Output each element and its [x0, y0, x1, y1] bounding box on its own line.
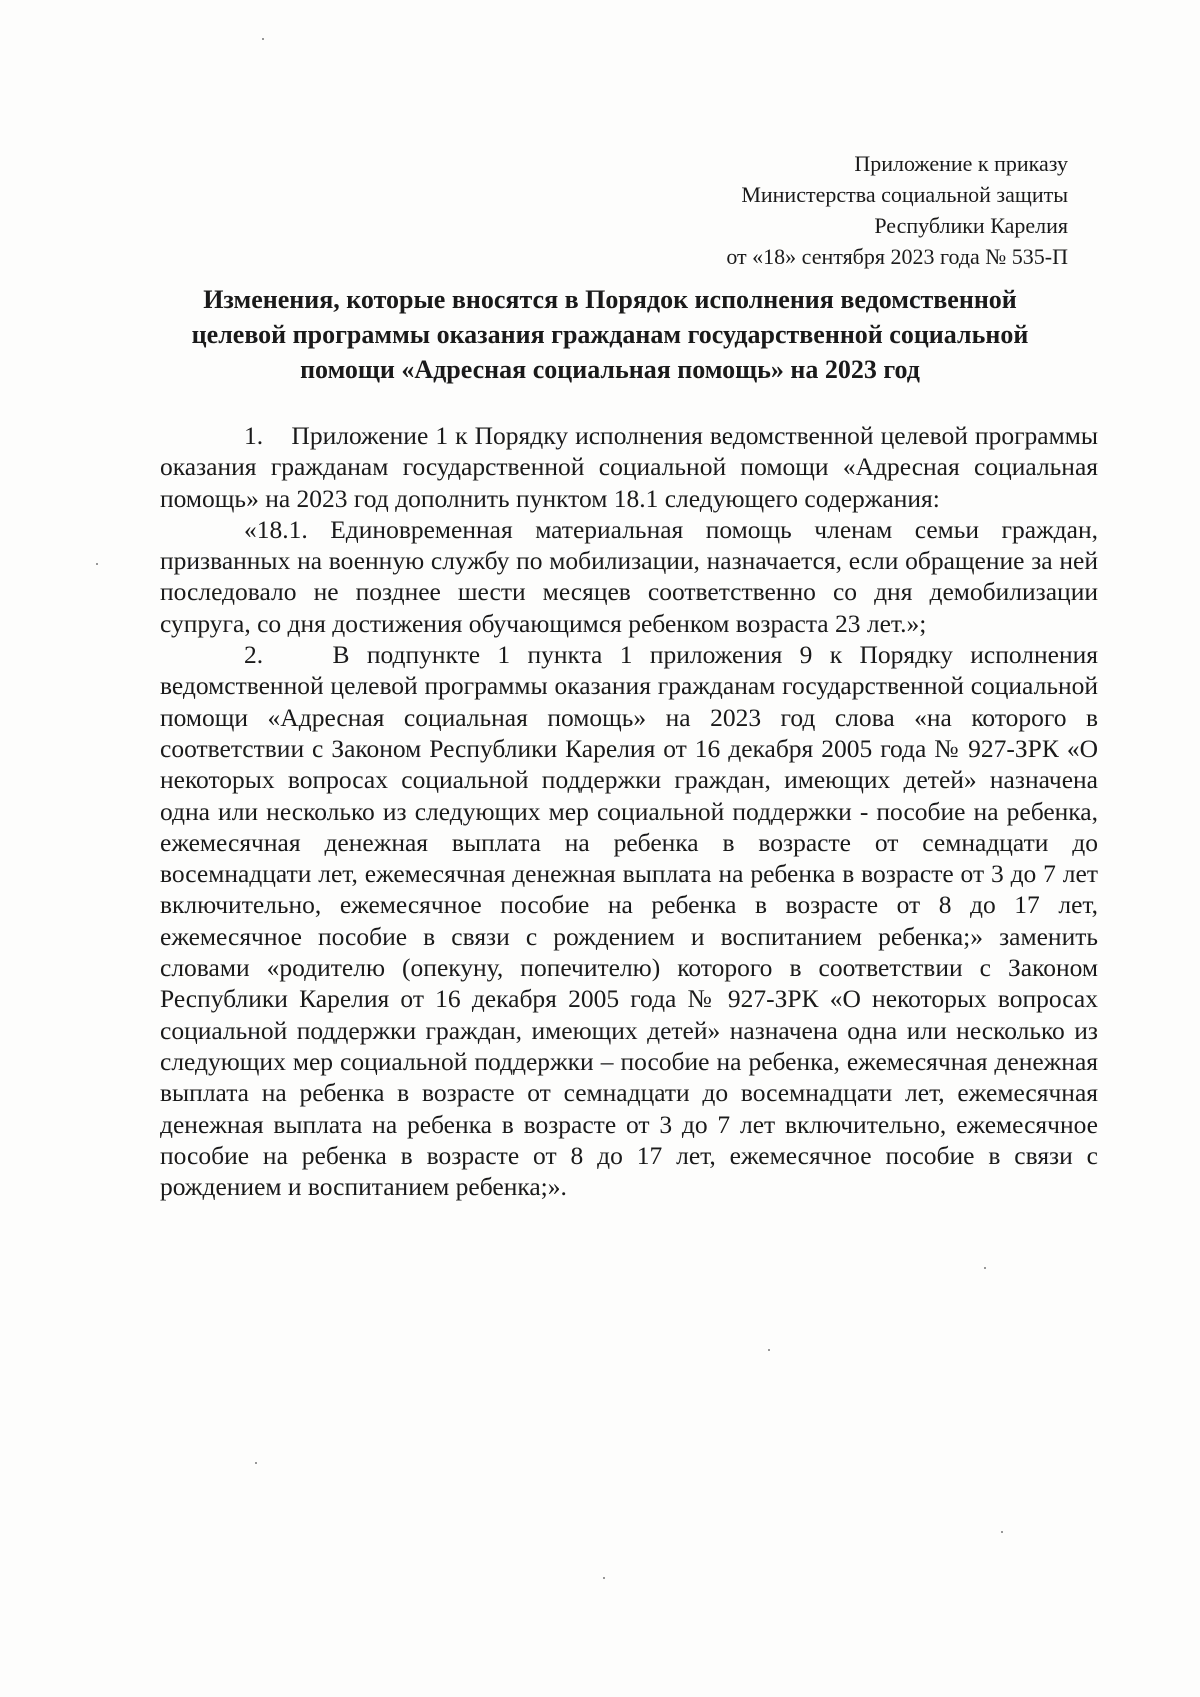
scan-speck	[603, 1577, 605, 1579]
scan-speck	[255, 1462, 257, 1464]
scan-speck	[1001, 1531, 1003, 1533]
appendix-note-line: Министерства социальной защиты	[741, 182, 1068, 207]
scan-speck	[984, 1267, 986, 1269]
document-title	[150, 282, 1070, 387]
scan-speck	[262, 38, 264, 40]
appendix-note-line: от «18» сентября 2023 года № 535-П	[726, 244, 1068, 269]
document-body	[160, 420, 1098, 1202]
appendix-note-line: Приложение к приказу	[854, 151, 1068, 176]
paragraph-item-1: 1. Приложение 1 к Порядку исполнения ведомственной целевой программы оказания гражданам государственной социальной помощи «Адресная социальная помощь» на 2023 год дополнить пунктом 18.1 следующего содержания:	[160, 421, 1098, 513]
document-title-line: помощи «Адресная социальная помощь» на 2023 год	[300, 355, 920, 384]
appendix-note-line: Республики Карелия	[874, 213, 1068, 238]
scan-speck	[768, 1349, 770, 1351]
document-title-line: Изменения, которые вносятся в Порядок исполнения ведомственной	[203, 285, 1017, 314]
scan-speck	[96, 563, 98, 565]
paragraph-quote-18-1: «18.1. Единовременная материальная помощь членам семьи граждан, призванных на военную службу по мобилизации, назначается, если обращение за ней последовало не позднее шести месяцев соответственно со дня демобилизации супруга, со дня достижения обучающимся ребенком возраста 23 лет.»;	[160, 514, 1098, 638]
appendix-note	[548, 148, 1068, 272]
document-title-line: целевой программы оказания гражданам государственной социальной	[191, 320, 1029, 349]
paragraph-item-2: 2. В подпункте 1 пункта 1 приложения 9 к Порядку исполнения ведомственной целевой программы оказания гражданам государственной социальной помощи «Адресная социальная помощь» на 2023 год слова «на которого в соответствии с Законом Республики Карелия от 16 декабря 2005 года № 927-ЗРК «О некоторых вопросах социальной поддержки граждан, имеющих детей» назначена одна или несколько из следующих мер социальной поддержки - пособие на ребенка, ежемесячная денежная выплата на ребенка в возрасте от семнадцати до восемнадцати лет, ежемесячная денежная выплата на ребенка в возрасте от 3 до 7 лет включительно, ежемесячное пособие на ребенка в возрасте от 8 до 17 лет, ежемесячное пособие в связи с рождением и воспитанием ребенка;» заменить словами «родителю (опекуну, попечителю) которого в соответствии с Законом Республики Карелия от 16 декабря 2005 года № 927-ЗРК «О некоторых вопросах социальной поддержки граждан, имеющих детей» назначена одна или несколько из следующих мер социальной поддержки – пособие на ребенка, ежемесячная денежная выплата на ребенка в возрасте от семнадцати до восемнадцати лет, ежемесячная денежная выплата на ребенка в возрасте от 3 до 7 лет включительно, ежемесячное пособие на ребенка в возрасте от 8 до 17 лет, ежемесячное пособие в связи с рождением и воспитанием ребенка;».	[160, 640, 1098, 1202]
